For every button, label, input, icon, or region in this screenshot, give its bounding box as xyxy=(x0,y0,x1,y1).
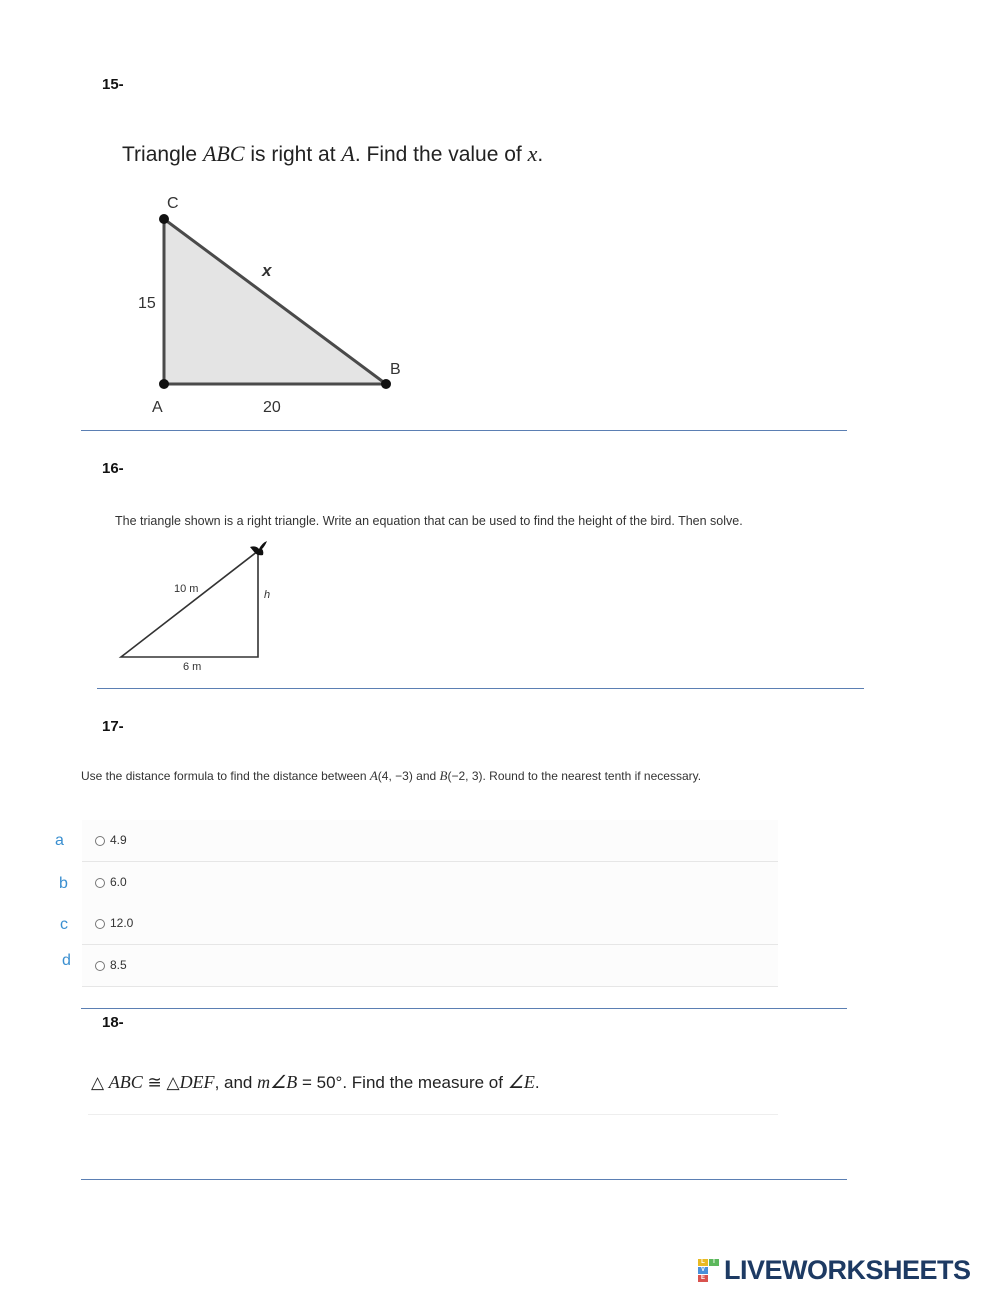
option-value: 4.9 xyxy=(110,833,127,847)
question-18-prompt: △ ABC ≅ △DEF, and m∠B = 50°. Find the measure of ∠E. xyxy=(91,1072,540,1092)
divider xyxy=(81,430,847,431)
option-letter-d: d xyxy=(62,952,71,969)
option-value: 8.5 xyxy=(110,958,127,972)
answer-option-c[interactable] xyxy=(82,903,778,945)
answer-option-b[interactable] xyxy=(82,862,778,904)
height-label: h xyxy=(264,589,271,601)
side-ab-label: 20 xyxy=(263,399,281,416)
vertex-a-point xyxy=(159,379,169,389)
right-triangle xyxy=(121,551,258,657)
side-ca-label: 15 xyxy=(138,295,156,312)
question-15-prompt: Triangle ABC is right at A. Find the value of x. xyxy=(122,141,544,166)
question-16-prompt: The triangle shown is a right triangle. Write an equation that can be used to find the height of the bird. Then solve. xyxy=(115,514,743,528)
bird-icon xyxy=(250,541,267,555)
question-number-16: 16- xyxy=(102,460,124,477)
question-17-prompt: Use the distance formula to find the distance between A(4, −3) and B(−2, 3). Round to the nearest tenth if necessary. xyxy=(81,768,702,783)
triangle-abc-figure xyxy=(120,185,420,425)
vertex-c-point xyxy=(159,214,169,224)
triangle-abc xyxy=(164,219,386,384)
option-letter-a: a xyxy=(55,832,64,849)
vertex-a-label: A xyxy=(152,399,163,416)
vertex-b-label: B xyxy=(390,361,401,378)
bird-triangle-figure xyxy=(110,535,290,675)
option-value: 12.0 xyxy=(110,916,134,930)
divider xyxy=(81,1008,847,1009)
liveworksheets-logo xyxy=(698,1255,993,1287)
option-value: 6.0 xyxy=(110,875,127,889)
hypotenuse-label: 10 m xyxy=(174,583,199,595)
logo-blocks-icon: L I V E xyxy=(698,1259,720,1283)
answer-option-d[interactable] xyxy=(82,945,778,987)
base-label: 6 m xyxy=(183,661,202,673)
radio-icon[interactable] xyxy=(95,919,105,929)
question-number-17: 17- xyxy=(102,718,124,735)
faint-separator xyxy=(88,1114,778,1115)
divider xyxy=(97,688,864,689)
radio-icon[interactable] xyxy=(95,836,105,846)
vertex-b-point xyxy=(381,379,391,389)
option-letter-b: b xyxy=(59,875,68,892)
answer-option-a[interactable] xyxy=(82,820,778,862)
option-letter-c: c xyxy=(60,916,68,933)
radio-icon[interactable] xyxy=(95,961,105,971)
question-number-15: 15- xyxy=(102,76,124,93)
question-number-18: 18- xyxy=(102,1014,124,1031)
radio-icon[interactable] xyxy=(95,878,105,888)
side-cb-label: x xyxy=(262,261,272,280)
divider xyxy=(81,1179,847,1180)
vertex-c-label: C xyxy=(167,195,179,212)
brand-name: LIVEWORKSHEETS xyxy=(724,1255,971,1285)
